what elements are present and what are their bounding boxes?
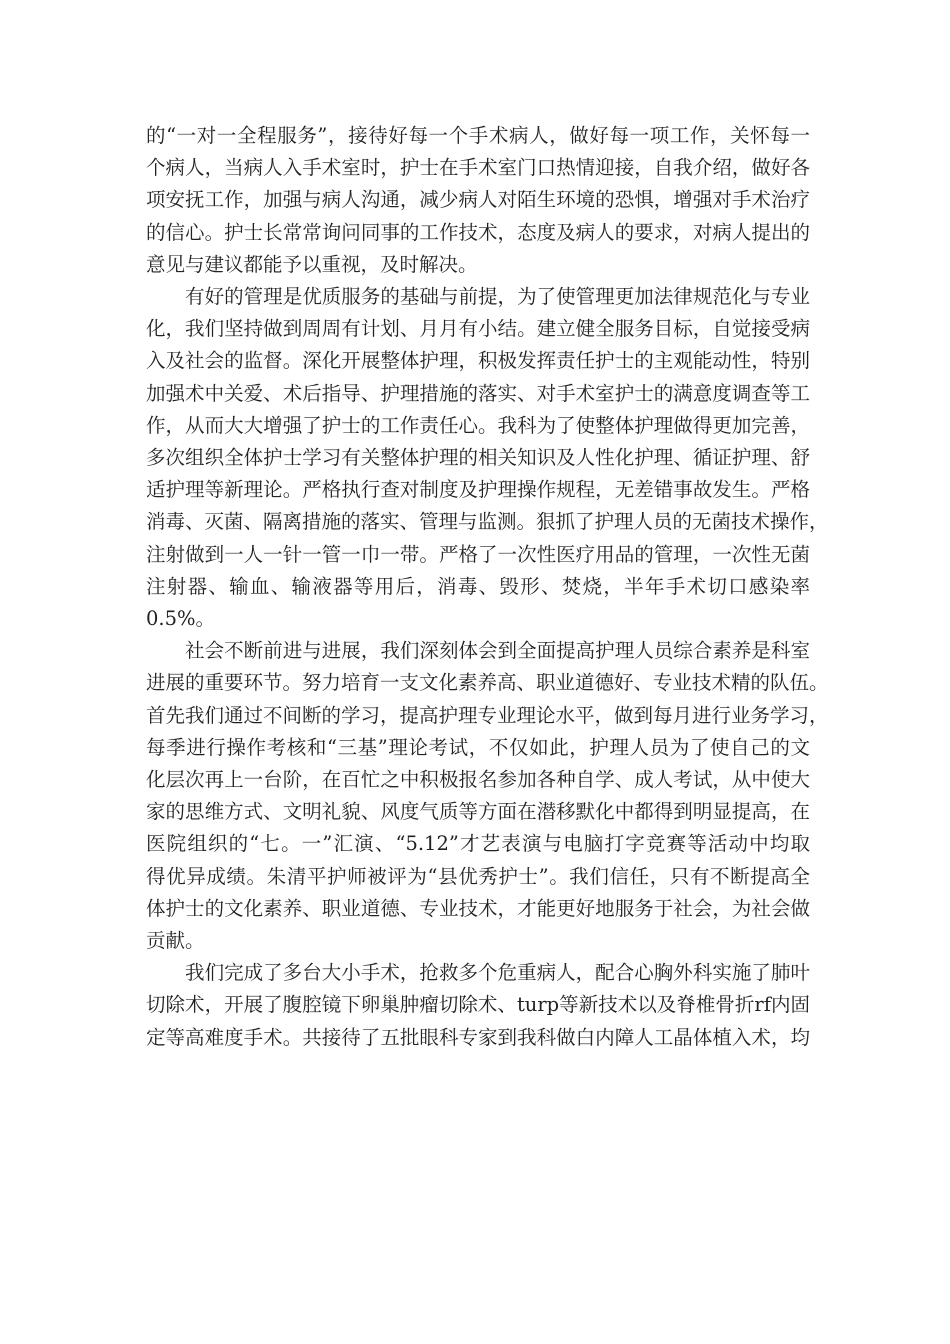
text-line: 进展的重要环节。努力培育一支文化素养高、职业道德好、专业技术精的队伍。 (146, 671, 829, 695)
text-line: 有好的管理是优质服务的基础与前提，为了使管理更加法律规范化与专业 (146, 285, 810, 309)
text-line: 的“一对一全程服务”，接待好每一个手术病人，做好每一项工作，关怀每一 (146, 124, 810, 147)
text-line: 适护理等新理论。严格执行查对制度及护理操作规程，无差错事故发生。严格 (146, 478, 810, 502)
text-line: 切除术，开展了腹腔镜下卵巢肿瘤切除术、turp等新技术以及脊椎骨折rf内固 (146, 993, 810, 1017)
text-line: 消毒、灭菌、隔离措施的落实、管理与监测。狠抓了护理人员的无菌技术操作， (146, 510, 829, 534)
text-line: 多次组织全体护士学习有关整体护理的相关知识及人性化护理、循证护理、舒 (146, 446, 810, 470)
text-line: 意见与建议都能予以重视，及时解决。 (146, 252, 478, 276)
text-line: 体护士的文化素养、职业道德、专业技术，才能更好地服务于社会，为社会做 (146, 896, 810, 920)
text-line: 项安抚工作，加强与病人沟通，减少病人对陌生环境的恐惧，增强对手术治疗 (146, 188, 810, 212)
text-line: 每季进行操作考核和“三基”理论考试，不仅如此，护理人员为了使自己的文 (146, 735, 810, 759)
text-line: 的信心。护士长常常询问同事的工作技术，态度及病人的要求，对病人提出的 (146, 220, 810, 244)
text-line: 贡献。 (146, 929, 205, 953)
text-line: 化层次再上一台阶，在百忙之中积极报名参加各种自学、成人考试，从中使大 (146, 768, 810, 792)
text-line: 个病人，当病人入手术室时，护士在手术室门口热情迎接，自我介绍，做好各 (146, 156, 810, 180)
paragraph-surgery (146, 957, 810, 1054)
text-line: 作，从而大大增强了护士的工作责任心。我科为了使整体护理做得更加完善， (146, 413, 810, 437)
text-line: 得优异成绩。朱清平护师被评为“县优秀护士”。我们信任，只有不断提高全 (146, 864, 810, 888)
text-line: 化，我们坚持做到周周有计划、月月有小结。建立健全服务目标，自觉接受病 (146, 317, 810, 341)
text-line: 定等高难度手术。共接待了五批眼科专家到我科做白内障人工晶体植入术，均 (146, 1025, 810, 1049)
text-line: 0.5%。 (146, 607, 216, 631)
text-line: 入及社会的监督。深化开展整体护理，积极发挥责任护士的主观能动性，特别 (146, 349, 810, 373)
text-line: 家的思维方式、文明礼貌、风度气质等方面在潜移默化中都得到明显提高，在 (146, 800, 810, 824)
text-line: 加强术中关爱、术后指导、护理措施的落实、对手术室护士的满意度调查等工 (146, 381, 810, 405)
text-line: 医院组织的“七。一”汇演、“5.12”才艺表演与电脑打字竞赛等活动中均取 (146, 832, 810, 856)
text-line: 注射器、输血、输液器等用后，消毒、毁形、焚烧，半年手术切口感染率 (146, 574, 810, 598)
text-line: 首先我们通过不间断的学习，提高护理专业理论水平，做到每月进行业务学习， (146, 703, 829, 727)
paragraph-training (146, 635, 829, 957)
text-line: 社会不断前进与进展，我们深刻体会到全面提高护理人员综合素养是科室 (146, 639, 810, 663)
paragraph-service (146, 120, 810, 281)
text-line: 注射做到一人一针一管一巾一带。严格了一次性医疗用品的管理，一次性无菌 (146, 542, 810, 566)
document-body (146, 120, 829, 1054)
text-line: 我们完成了多台大小手术，抢救多个危重病人，配合心胸外科实施了肺叶 (146, 961, 810, 985)
paragraph-management (146, 281, 829, 635)
